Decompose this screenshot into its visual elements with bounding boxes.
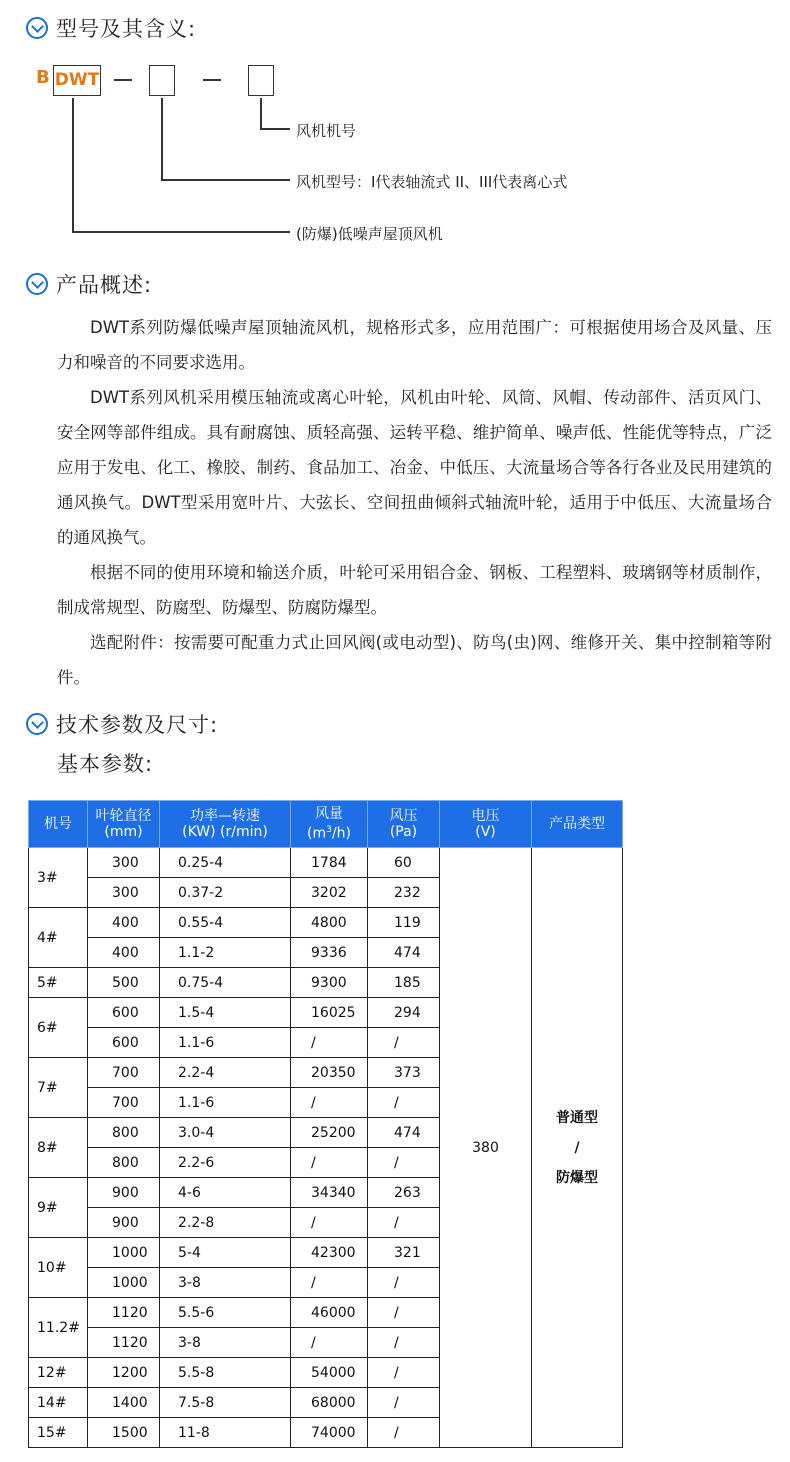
cell-pressure: 185 (368, 968, 440, 998)
cell-pressure: / (368, 1148, 440, 1178)
cell-fan-no: 9# (29, 1178, 88, 1238)
cell-power: 1.5-4 (160, 998, 291, 1028)
cell-pressure: / (368, 1298, 440, 1328)
cell-power: 2.2-4 (160, 1058, 291, 1088)
connector-line (260, 98, 262, 130)
cell-flow: 20350 (291, 1058, 368, 1088)
cell-diameter: 400 (88, 938, 160, 968)
connector-line (161, 179, 290, 181)
paragraph: 选配附件：按需要可配重力式止回风阀(或电动型)、防鸟(虫)网、维修开关、集中控制箱等附件。 (57, 633, 772, 687)
cell-pressure: 60 (368, 848, 440, 878)
section-title: 技术参数及尺寸: (56, 713, 219, 737)
cell-diameter: 300 (88, 878, 160, 908)
cell-diameter: 800 (88, 1118, 160, 1148)
cell-pressure: / (368, 1358, 440, 1388)
cell-fan-no: 15# (29, 1418, 88, 1448)
cell-flow: 34340 (291, 1178, 368, 1208)
header-no: 机号 (29, 801, 88, 848)
cell-pressure: 232 (368, 878, 440, 908)
cell-power: 5.5-8 (160, 1358, 291, 1388)
dash-1 (114, 79, 132, 81)
cell-diameter: 700 (88, 1088, 160, 1118)
cell-power: 4-6 (160, 1178, 291, 1208)
cell-diameter: 600 (88, 998, 160, 1028)
cell-pressure: 373 (368, 1058, 440, 1088)
label-fan-name: (防爆)低噪声屋顶风机 (296, 225, 443, 243)
cell-pressure: 263 (368, 1178, 440, 1208)
cell-diameter: 1000 (88, 1268, 160, 1298)
cell-fan-no: 3# (29, 848, 88, 908)
cell-fan-no: 10# (29, 1238, 88, 1298)
cell-power: 5-4 (160, 1238, 291, 1268)
section-title: 产品概述: (56, 273, 153, 297)
product-type-line: 防爆型 (556, 1169, 598, 1186)
cell-flow: 46000 (291, 1298, 368, 1328)
connector-line (72, 231, 290, 233)
cell-flow: 54000 (291, 1358, 368, 1388)
cell-product-type (532, 848, 623, 1448)
code-series-box: DWT (53, 65, 101, 96)
paragraph: DWT系列防爆低噪声屋顶轴流风机，规格形式多，应用范围广：可根据使用场合及风量、压力和噪音的不同要求选用。 (57, 318, 772, 372)
cell-flow: 1784 (291, 848, 368, 878)
section-header-specs (26, 708, 218, 740)
cell-diameter: 500 (88, 968, 160, 998)
cell-flow: 68000 (291, 1388, 368, 1418)
cell-pressure: / (368, 1268, 440, 1298)
cell-diameter: 1120 (88, 1298, 160, 1328)
cell-fan-no: 6# (29, 998, 88, 1058)
header-voltage: 电压 (V) (440, 801, 532, 848)
cell-flow: 4800 (291, 908, 368, 938)
cell-flow: / (291, 1328, 368, 1358)
cell-power: 1.1-2 (160, 938, 291, 968)
dash-2 (203, 79, 221, 81)
header-diameter: 叶轮直径 (mm) (88, 801, 160, 848)
code-prefix: B (36, 67, 50, 88)
cell-fan-no: 8# (29, 1118, 88, 1178)
cell-pressure: / (368, 1388, 440, 1418)
cell-flow: / (291, 1208, 368, 1238)
cell-pressure: 321 (368, 1238, 440, 1268)
section-header-model (26, 12, 196, 44)
cell-power: 5.5-6 (160, 1298, 291, 1328)
connector-line (260, 128, 290, 130)
cell-power: 2.2-8 (160, 1208, 291, 1238)
cell-power: 0.37-2 (160, 878, 291, 908)
cell-power: 1.1-6 (160, 1028, 291, 1058)
header-power: 功率—转速 (KW) (r/min) (160, 801, 291, 848)
cell-diameter: 700 (88, 1058, 160, 1088)
cell-voltage: 380 (440, 848, 532, 1448)
cell-flow: 9336 (291, 938, 368, 968)
cell-pressure: 474 (368, 1118, 440, 1148)
cell-diameter: 300 (88, 848, 160, 878)
connector-line (72, 98, 74, 233)
chevron-down-icon (26, 273, 48, 295)
cell-flow: 9300 (291, 968, 368, 998)
cell-diameter: 1200 (88, 1358, 160, 1388)
cell-diameter: 900 (88, 1178, 160, 1208)
cell-flow: 42300 (291, 1238, 368, 1268)
cell-power: 3-8 (160, 1328, 291, 1358)
cell-flow: / (291, 1268, 368, 1298)
cell-power: 0.55-4 (160, 908, 291, 938)
cell-fan-no: 7# (29, 1058, 88, 1118)
cell-fan-no: 14# (29, 1388, 88, 1418)
cell-flow: 74000 (291, 1418, 368, 1448)
label-fan-number: 风机机号 (296, 122, 357, 140)
cell-power: 0.75-4 (160, 968, 291, 998)
cell-pressure: 474 (368, 938, 440, 968)
cell-pressure: 294 (368, 998, 440, 1028)
cell-flow: / (291, 1088, 368, 1118)
subsection-title: 基本参数: (57, 752, 154, 776)
cell-diameter: 1400 (88, 1388, 160, 1418)
header-product-type: 产品类型 (532, 801, 623, 848)
cell-diameter: 1500 (88, 1418, 160, 1448)
cell-power: 3-8 (160, 1268, 291, 1298)
cell-fan-no: 12# (29, 1358, 88, 1388)
chevron-down-icon (26, 17, 48, 39)
product-type-line: / (574, 1139, 580, 1156)
spec-table-wrap (28, 800, 623, 1448)
cell-pressure: 119 (368, 908, 440, 938)
header-flow: 风量 $(m^3/h)$ (291, 801, 368, 848)
cell-fan-no: 11.2# (29, 1298, 88, 1358)
connector-line (161, 98, 163, 181)
cell-pressure: / (368, 1328, 440, 1358)
cell-power: 2.2-6 (160, 1148, 291, 1178)
chevron-down-icon (26, 713, 48, 735)
cell-pressure: / (368, 1208, 440, 1238)
cell-fan-no: 4# (29, 908, 88, 968)
cell-flow: 16025 (291, 998, 368, 1028)
header-pressure: 风压 (Pa) (368, 801, 440, 848)
cell-pressure: / (368, 1028, 440, 1058)
overview-text (57, 310, 772, 695)
cell-fan-no: 5# (29, 968, 88, 998)
cell-flow: 3202 (291, 878, 368, 908)
table-header-row (29, 801, 623, 848)
cell-flow: 25200 (291, 1118, 368, 1148)
cell-power: 1.1-6 (160, 1088, 291, 1118)
spec-table (28, 800, 623, 1448)
cell-pressure: / (368, 1418, 440, 1448)
paragraph: DWT系列风机采用模压轴流或离心叶轮，风机由叶轮、风筒、风帽、传动部件、活页风门、安全网等部件组成。具有耐腐蚀、质轻高强、运转平稳、维护简单、噪声低、性能优等特点，广泛应用于发电、化工、橡胶、制药、食品加工、冶金、中低压、大流量场合等各行各业及民用建筑的通风换气。DWT型采用宽叶片、大弦长、空间扭曲倾斜式轴流叶轮，适用于中低压、大流量场合的通风换气。 (57, 388, 772, 547)
paragraph: 根据不同的使用环境和输送介质，叶轮可采用铝合金、钢板、工程塑料、玻璃钢等材质制作，制成常规型、防腐型、防爆型、防腐防爆型。 (57, 563, 772, 617)
cell-power: 3.0-4 (160, 1118, 291, 1148)
cell-power: 0.25-4 (160, 848, 291, 878)
cell-diameter: 1000 (88, 1238, 160, 1268)
cell-diameter: 600 (88, 1028, 160, 1058)
section-title: 型号及其含义: (56, 17, 197, 41)
cell-diameter: 900 (88, 1208, 160, 1238)
code-box-type (149, 65, 175, 96)
cell-diameter: 1120 (88, 1328, 160, 1358)
cell-power: 11-8 (160, 1418, 291, 1448)
label-fan-type: 风机型号：I代表轴流式 II、III代表离心式 (296, 173, 568, 191)
cell-pressure: / (368, 1088, 440, 1118)
cell-flow: / (291, 1028, 368, 1058)
code-box-number (248, 65, 274, 96)
product-type-line: 普通型 (556, 1109, 598, 1126)
table-row (29, 848, 623, 878)
cell-flow: / (291, 1148, 368, 1178)
section-header-overview (26, 268, 152, 300)
cell-power: 7.5-8 (160, 1388, 291, 1418)
cell-diameter: 400 (88, 908, 160, 938)
cell-diameter: 800 (88, 1148, 160, 1178)
